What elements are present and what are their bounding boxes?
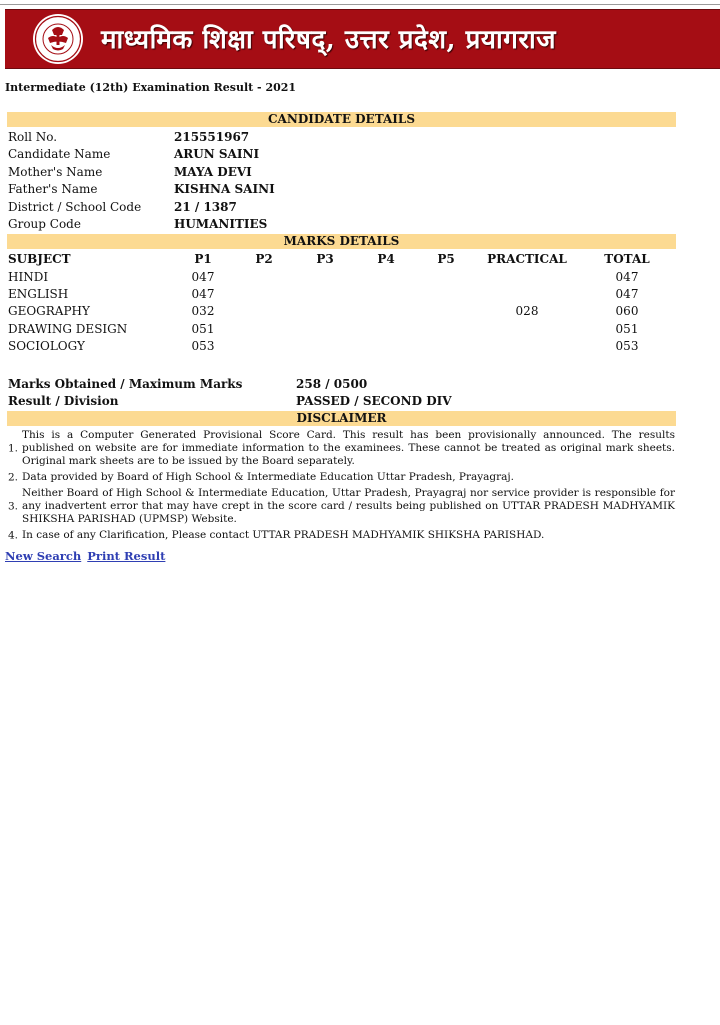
candidate-row-roll-no [7,129,676,146]
table-row [7,286,676,303]
column-header: TOTAL [604,252,650,266]
summary-marks-row [7,376,676,393]
subject-cell: GEOGRAPHY [8,304,90,318]
subject-cell: SOCIOLOGY [8,339,85,353]
field-label: Mother's Name [8,165,103,179]
marks-cell: 053 [191,339,215,353]
disclaimer-list [5,429,675,545]
subject-cell: DRAWING DESIGN [8,322,128,336]
top-divider [0,4,720,5]
field-label: District / School Code [8,200,142,214]
table-row [7,338,676,355]
field-label: Candidate Name [8,147,111,161]
column-header: P3 [316,252,334,266]
marks-cell: 028 [515,304,539,318]
disclaimer-text: This is a Computer Generated Provisional Score Card. This result has been provisionally announced. The results published on website are for immediate information to the examinees. These cannot be treated as original mark sheets. Original mark sheets are to be issued by the Board separately. [22,429,675,467]
marks-cell: 032 [191,304,215,318]
action-links [5,549,167,563]
up-board-emblem-icon [32,13,84,65]
marks-header-row [7,251,676,268]
field-label: Father's Name [8,182,98,196]
candidate-row-father [7,181,676,198]
subject-cell: ENGLISH [8,287,69,301]
column-header: SUBJECT [8,252,71,266]
disclaimer-text: Neither Board of High School & Intermediate Education, Uttar Pradesh, Prayagraj nor service provider is responsible for any inadvertent error that may have crept in the score card / results being published on UTTAR PRADESH MADHYAMIK SHIKSHA PARISHAD (UPMSP) Website. [22,487,675,525]
subject-cell: HINDI [8,270,49,284]
marks-cell: 047 [191,270,215,284]
disclaimer-text: In case of any Clarification, Please contact UTTAR PRADESH MADHYAMIK SHIKSHA PARISHAD. [22,529,545,541]
new-search-link[interactable]: New Search [5,549,82,563]
column-header: P5 [437,252,455,266]
candidate-row-name [7,146,676,163]
column-header: P4 [377,252,395,266]
marks-obtained-value: 258 / 0500 [296,377,368,391]
table-row [7,303,676,320]
disclaimer-item: 4. In case of any Clarification, Please contact UTTAR PRADESH MADHYAMIK SHIKSHA PARISHAD. [8,529,545,541]
table-row [7,269,676,286]
candidate-name-value: ARUN SAINI [174,147,260,161]
candidate-row-group [7,216,676,233]
father-name-value: KISHNA SAINI [174,182,275,196]
marks-cell: 047 [615,270,639,284]
disclaimer-item: 2. Data provided by Board of High School & Intermediate Education Uttar Pradesh, Prayagraj. [8,471,515,483]
candidate-row-school [7,199,676,216]
column-header: PRACTICAL [487,252,567,266]
field-label: Roll No. [8,130,58,144]
marks-cell: 047 [191,287,215,301]
disclaimer-item: 1. This is a Computer Generated Provisional Score Card. This result has been provisionally announced. The results published on website are for immediate information to the examinees. These cannot be treated as original mark sheets. Original mark sheets are to be issued by the Board separately. [8,429,675,467]
mother-name-value: MAYA DEVI [174,165,252,179]
column-header: P2 [255,252,273,266]
result-value: PASSED / SECOND DIV [296,394,452,408]
disclaimer-heading: DISCLAIMER [7,411,676,426]
marks-obtained-label: Marks Obtained / Maximum Marks [8,377,243,391]
marks-details-heading: MARKS DETAILS [7,234,676,249]
table-row [7,321,676,338]
marks-cell: 047 [615,287,639,301]
exam-title: Intermediate (12th) Examination Result - 2021 [5,81,297,94]
marks-cell: 051 [191,322,215,336]
marks-cell: 060 [615,304,639,318]
board-title: माध्यमिक शिक्षा परिषद्, उत्तर प्रदेश, प्रयागराज [101,25,557,55]
candidate-row-mother [7,164,676,181]
candidate-details-heading: CANDIDATE DETAILS [7,112,676,127]
disclaimer-item: 3. Neither Board of High School & Intermediate Education, Uttar Pradesh, Prayagraj nor service provider is responsible for any inadvertent error that may have crept in the score card / results being published on UTTAR PRADESH MADHYAMIK SHIKSHA PARISHAD (UPMSP) Website. [8,487,675,525]
disclaimer-text: Data provided by Board of High School & Intermediate Education Uttar Pradesh, Prayagraj. [22,471,515,483]
marks-cell: 053 [615,339,639,353]
result-label: Result / Division [8,394,119,408]
print-result-link[interactable]: Print Result [87,549,166,563]
field-label: Group Code [8,217,81,231]
roll-no-value: 215551967 [174,130,250,144]
column-header: P1 [194,252,212,266]
marks-cell: 051 [615,322,639,336]
group-code-value: HUMANITIES [174,217,268,231]
school-code-value: 21 / 1387 [174,200,237,214]
header-banner [5,9,720,69]
summary-result-row [7,393,676,410]
